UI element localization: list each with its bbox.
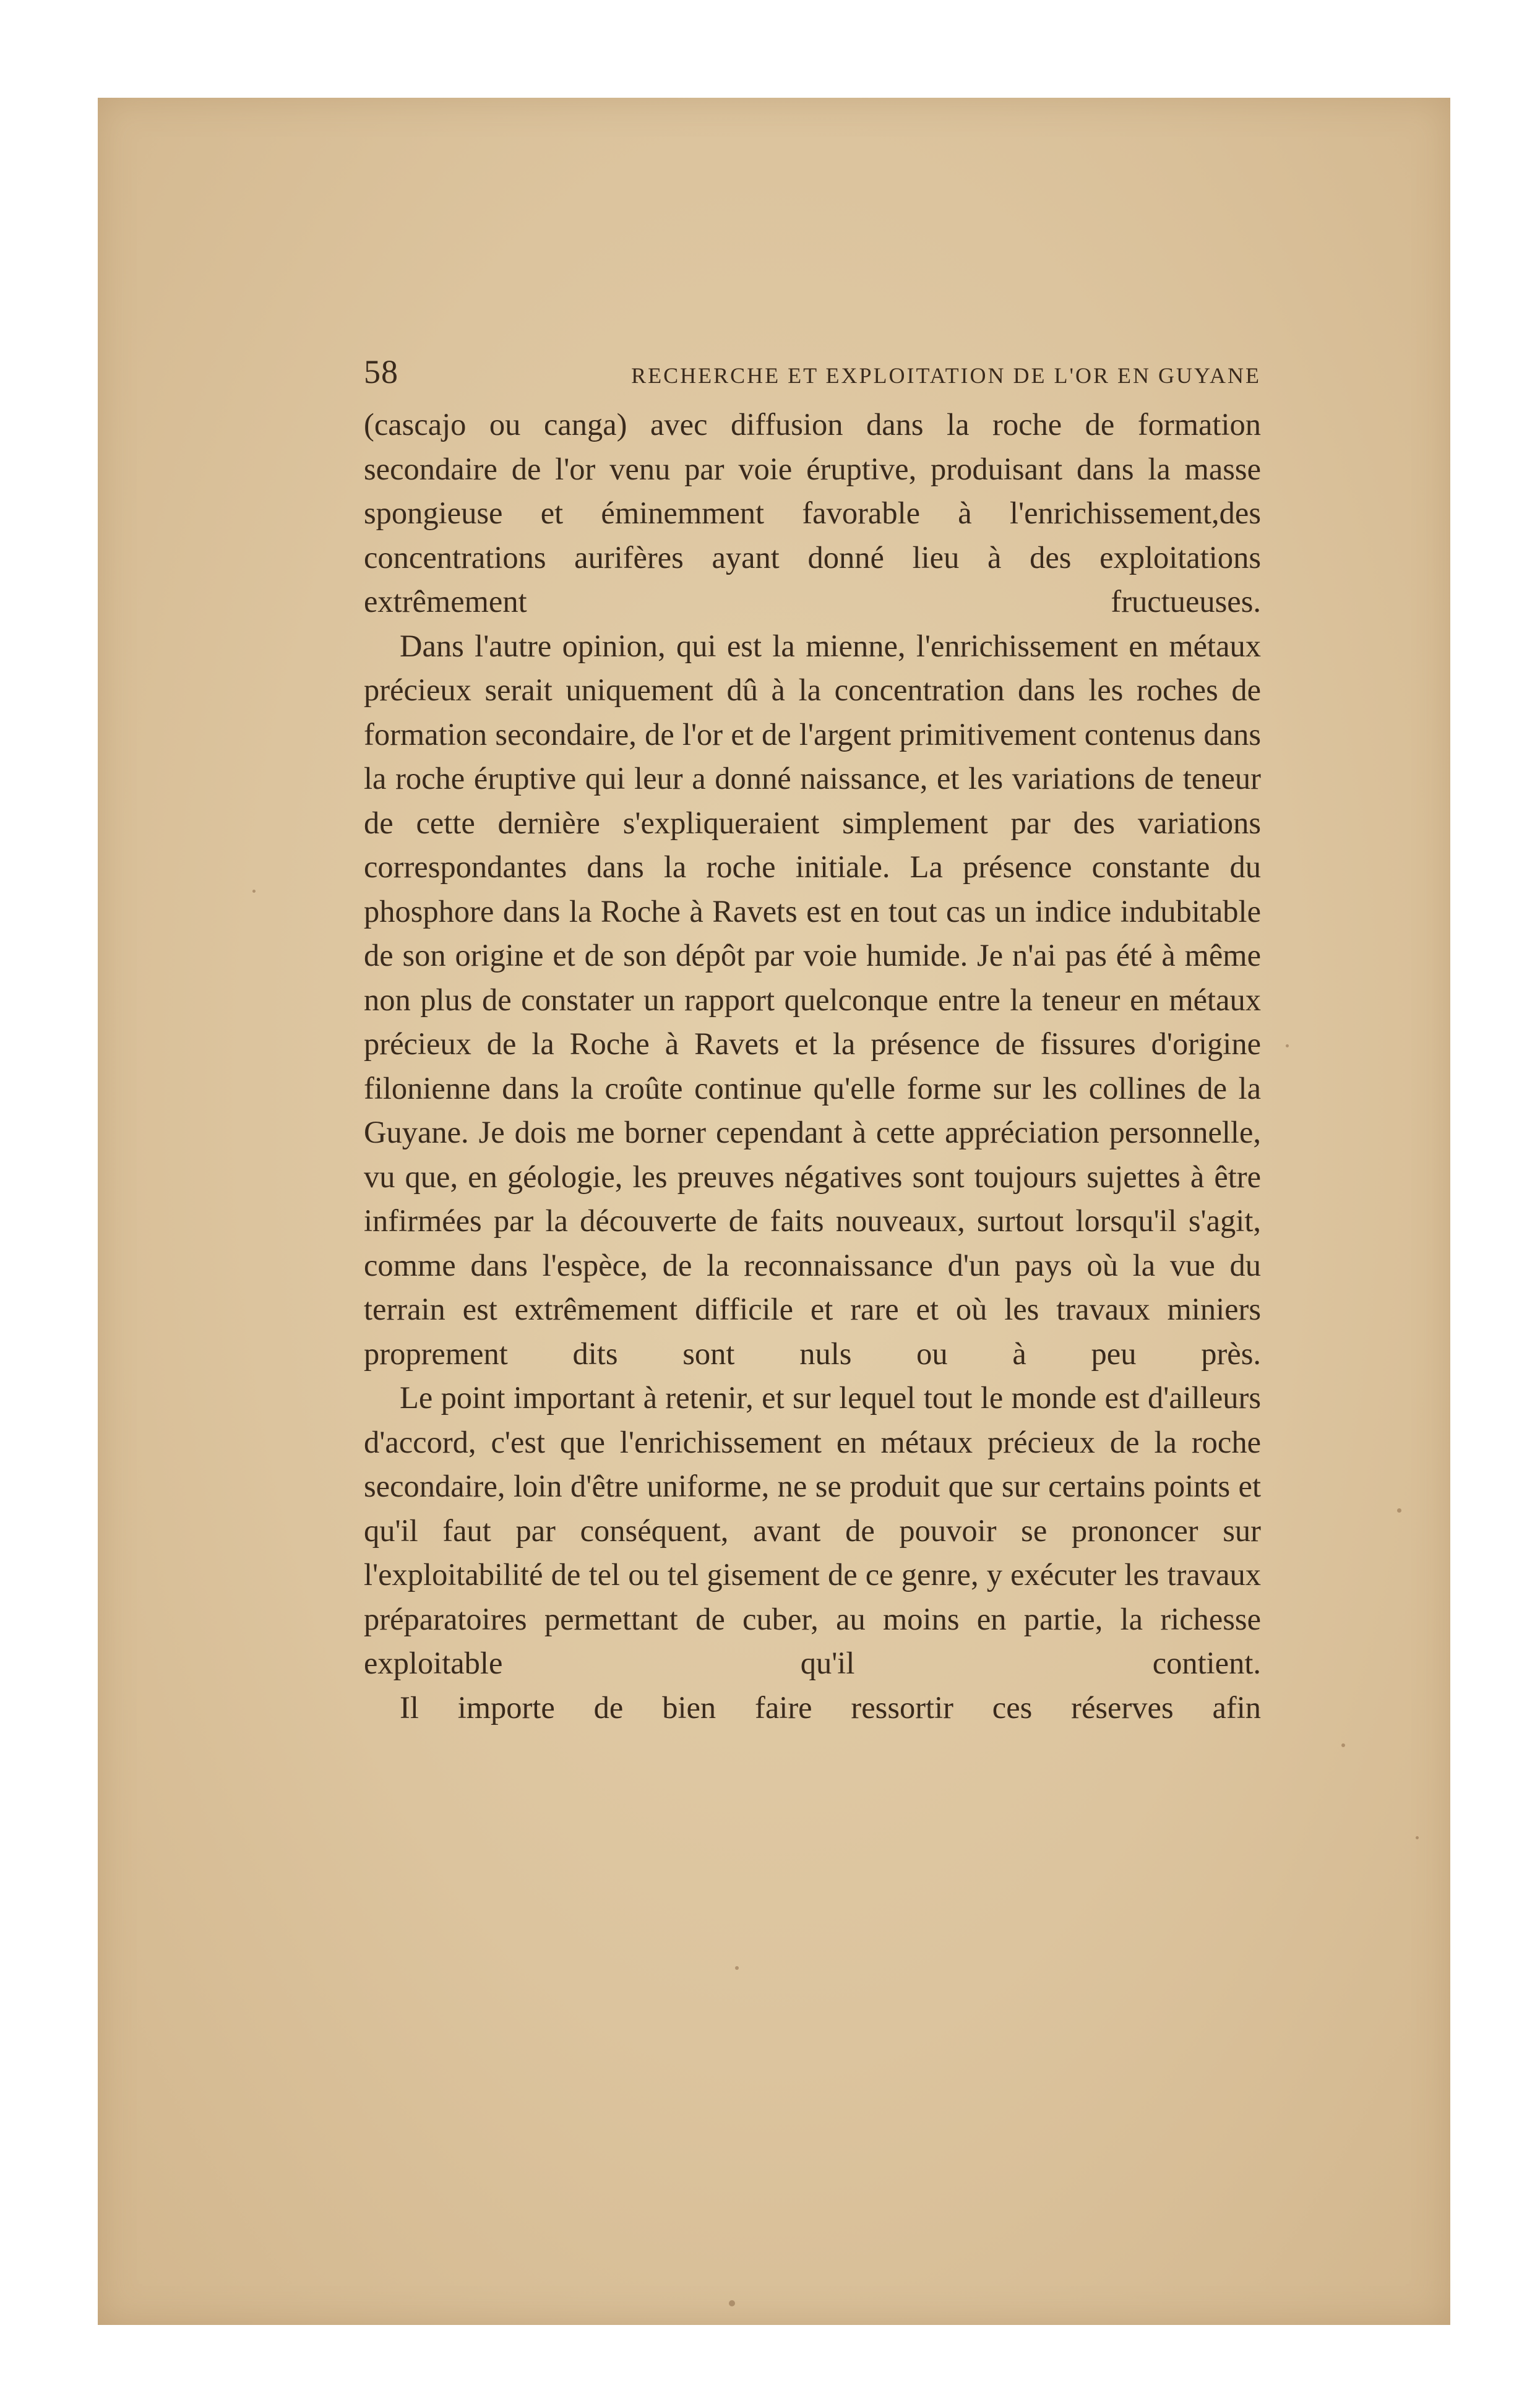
paper-speck bbox=[1286, 1044, 1289, 1047]
paragraph: Dans l'autre opinion, qui est la mienne, l'enrichissement en métaux précieux serait uniquement dû à la concentration dans les roches de formation secondaire, de l'or et de l'argent primitivement contenus dans la roche éruptive qui leur a donné naissance, et les variations de teneur de cette dernière s'expliqueraient simplement par des variations correspondantes dans la roche initiale. La présence constante du phosphore dans la Roche à Ravets est en tout cas un indice indubitable de son origine et de son dépôt par voie humide. Je n'ai pas été à même non plus de constater un rapport quelconque entre la teneur en métaux précieux de la Roche à Ravets et la présence de fissures d'origine filonienne dans la croûte continue qu'elle forme sur les collines de la Guyane. Je dois me borner cependant à cette appréciation personnelle, vu que, en géologie, les preuves négatives sont toujours sujettes à être infirmées par la découverte de faits nouveaux, surtout lorsqu'il s'agit, comme dans l'espèce, de la reconnaissance d'un pays où la vue du terrain est extrêmement difficile et rare et où les travaux miniers proprement dits sont nuls ou à peu près. bbox=[364, 628, 1261, 1371]
paper-speck bbox=[252, 890, 256, 893]
page-text bbox=[364, 353, 1261, 1730]
paper-speck bbox=[1397, 1508, 1401, 1513]
paper-speck bbox=[1341, 1743, 1345, 1747]
page-number: 58 bbox=[364, 353, 398, 390]
running-head bbox=[364, 353, 1261, 399]
paper-speck bbox=[1416, 1836, 1419, 1839]
paragraph: (cascajo ou canga) avec diffusion dans la roche de formation secondaire de l'or venu par voie éruptive, produisant dans la masse spongieuse et éminemment favorable à l'enrichissement,des concentrations aurifères ayant donné lieu à des exploitations extrêmement fructueuses. bbox=[364, 407, 1261, 619]
paragraph: Le point important à retenir, et sur lequel tout le monde est d'ailleurs d'accord, c'est que l'enrichissement en métaux précieux de la roche secondaire, loin d'être uniforme, ne se produit que sur certains points et qu'il faut par conséquent, avant de pouvoir se prononcer sur l'exploitabilité de tel ou tel gisement de ce genre, y exécuter les travaux préparatoires permettant de cuber, au moins en partie, la richesse exploitable qu'il contient. bbox=[364, 1380, 1261, 1680]
paper-speck bbox=[735, 1966, 739, 1970]
paragraph: Il importe de bien faire ressortir ces réserves afin bbox=[400, 1690, 1261, 1725]
running-title: RECHERCHE ET EXPLOITATION DE L'OR EN GUYANE bbox=[631, 363, 1261, 388]
paper-speck bbox=[729, 2300, 735, 2306]
